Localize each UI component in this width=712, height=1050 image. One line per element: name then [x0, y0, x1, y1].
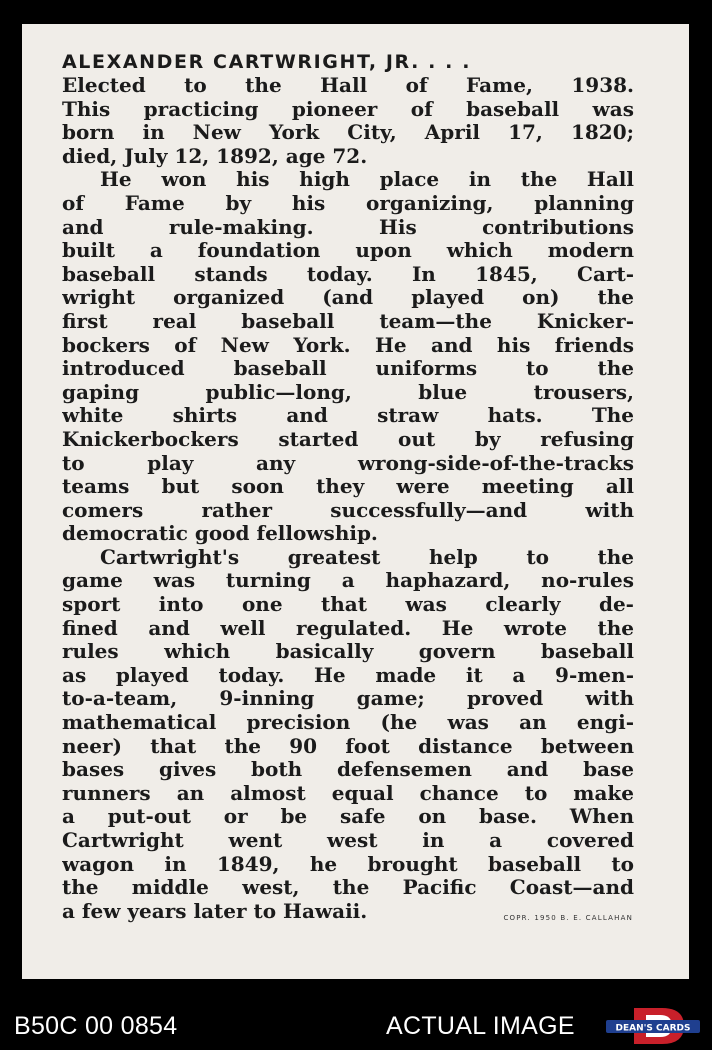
biography-line: born in New York City, April 17, 1820; — [62, 121, 634, 145]
biography-line: white shirts and straw hats. The — [62, 404, 634, 428]
biography-line: runners an almost equal chance to make — [62, 781, 634, 805]
biography-line: died, July 12, 1892, age 72. — [62, 144, 368, 168]
biography-line: to-a-team, 9-inning game; proved with — [62, 687, 634, 711]
biography-line: introduced baseball uniforms to the — [62, 357, 634, 381]
biography-line: wagon in 1849, he brought baseball to — [62, 852, 634, 876]
biography-line: rules which basically govern baseball — [62, 640, 634, 664]
biography-line: Knickerbockers started out by refusing — [62, 427, 634, 451]
biography-line: to play any wrong-side-of-the-tracks — [62, 451, 634, 475]
biography-line: democratic good fellowship. — [62, 522, 378, 546]
biography-line: a few years later to Hawaii. — [62, 899, 368, 923]
biography-line: He won his high place in the Hall — [100, 168, 634, 192]
biography-line: teams but soon they were meeting all — [62, 475, 634, 499]
biography-line: Cartwright's greatest help to the — [100, 545, 634, 569]
biography-line: Elected to the Hall of Fame, 1938. — [62, 74, 634, 97]
biography-line: This practicing pioneer of baseball was — [62, 97, 634, 121]
item-code-label: B50C 00 0854 — [14, 1012, 178, 1040]
actual-image-label: ACTUAL IMAGE — [386, 1012, 575, 1040]
card-text-block — [62, 50, 634, 923]
biography-line: gaping public—long, blue trousers, — [62, 380, 634, 404]
biography-line: as played today. He made it a 9-men- — [62, 663, 634, 687]
deans-cards-logo — [604, 1006, 702, 1046]
biography-line: wright organized (and played on) the — [62, 286, 634, 310]
biography-line: game was turning a haphazard, no-rules — [62, 569, 634, 593]
biography-line: the middle west, the Pacific Coast—and — [62, 876, 634, 900]
biography-line: built a foundation upon which modern — [62, 239, 634, 263]
biography-line: fined and well regulated. He wrote the — [62, 616, 634, 640]
biography-line: bases gives both defensemen and base — [62, 758, 634, 782]
biography-line: of Fame by his organizing, planning — [62, 191, 634, 215]
logo-text: DEAN'S CARDS — [615, 1023, 691, 1034]
biography-line: baseball stands today. In 1845, Cart- — [62, 262, 634, 286]
biography-line: neer) that the 90 foot distance between — [62, 734, 634, 758]
biography-line: sport into one that was clearly de- — [62, 593, 634, 617]
biography-text — [62, 74, 634, 923]
biography-line: a put-out or be safe on base. When — [62, 805, 634, 829]
biography-line: comers rather successfully—and with — [62, 498, 634, 522]
biography-line: bockers of New York. He and his friends — [62, 333, 634, 357]
card-back — [22, 24, 689, 979]
biography-line: Cartwright went west in a covered — [62, 829, 634, 852]
biography-line: and rule-making. His contributions — [62, 215, 634, 239]
copyright-notice: COPR. 1950 B. E. CALLAHAN — [503, 914, 633, 922]
player-name-heading: ALEXANDER CARTWRIGHT, JR. . . . — [62, 51, 472, 73]
biography-line: mathematical precision (he was an engi- — [62, 711, 634, 735]
biography-line: first real baseball team—the Knicker- — [62, 309, 634, 333]
